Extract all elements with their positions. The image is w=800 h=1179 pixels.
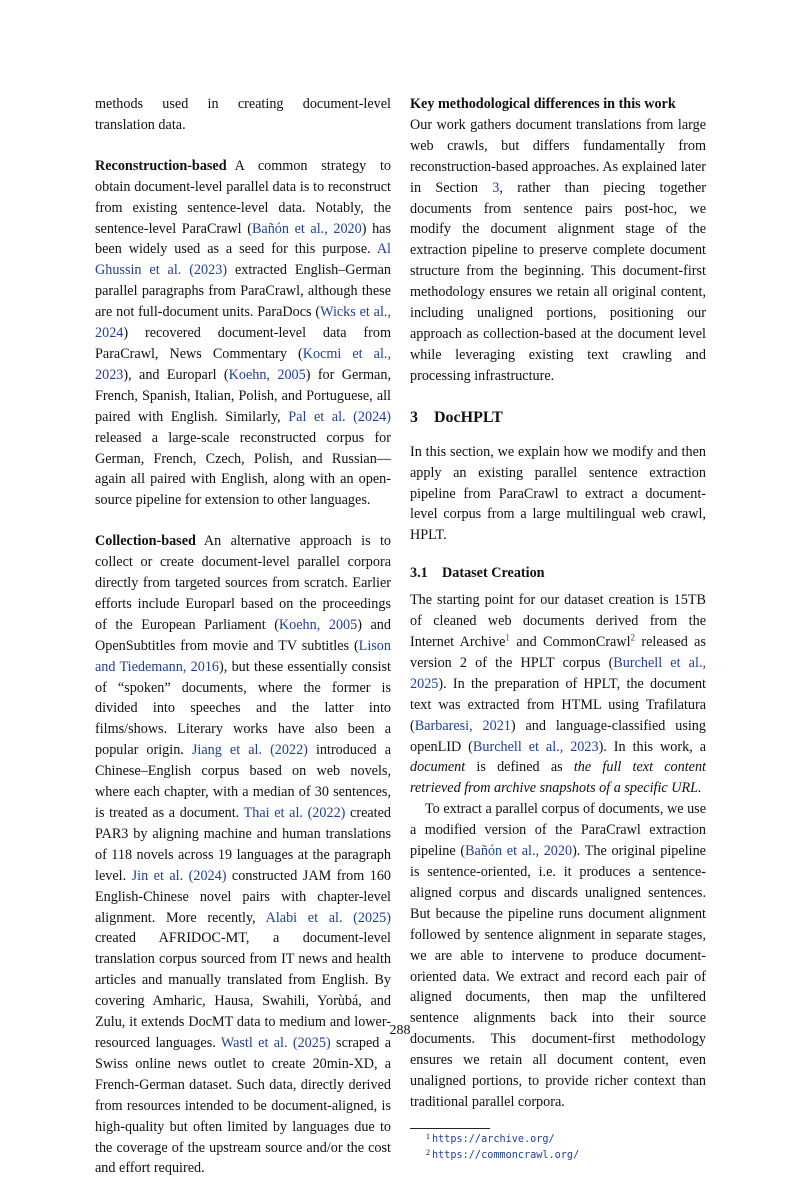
section-heading (410, 407, 706, 429)
runin-heading-key-differences: Key methodological differences in this work (410, 96, 676, 112)
runin-heading-reconstruction: Reconstruction-based (95, 157, 227, 174)
citation-link[interactable]: Wicks et al., 2024 (95, 304, 391, 342)
citation-link[interactable]: Thai et al. (2022) (243, 805, 346, 821)
footnote-divider (410, 1128, 490, 1129)
citation-link[interactable]: Koehn, 2005 (278, 616, 358, 633)
citation-link[interactable]: Bañón et al., 2020 (465, 843, 573, 860)
paragraph-section-intro: In this section, we explain how we modify and then apply an existing parallel sentence extraction pipeline from ParaCrawl to extract a document-level corpus from a large multilingual web crawl, HPLT. (410, 443, 706, 544)
citation-link[interactable]: Jin et al. (2024) (131, 867, 227, 884)
citation-link[interactable]: Alabi et al. (2025) (265, 909, 392, 926)
right-column (410, 94, 706, 1164)
left-column (95, 94, 391, 1179)
citation-link[interactable]: Pal et al. (2024) (288, 408, 391, 425)
paragraph-extraction-method: To extract a parallel corpus of documents, we use a modified version of the ParaCrawl extraction pipeline (Bañón et al., 2020). The original pipeline is sentence-oriented, i.e. it produces a sentence-aligned corpus and discards unaligned sentences. But because the pipeline runs document alignment followed by sentence alignment in separate stages, we are able to intervene to produce document-oriented data. We extract and record each pair of aligned documents, then map the unfiltered sentence alignments back into their source documents. This document-first methodology ensures we retain all document content, even unaligned portions, to provide richer context than traditional parallel corpora. (410, 801, 706, 1110)
paragraph-reconstruction-based: Reconstruction-based A common strategy to obtain document-level parallel data is to reconstruct from existing sentence-level data. Notably, the sentence-level ParaCrawl (Bañón et al., 2020) has been widely used as a seed for this purpose. Al Ghussin et al. (2023) extracted English–German parallel paragraphs from ParaCrawl, although these are not full-document units. ParaDocs (Wicks et al., 2024) recovered document-level data from ParaCrawl, News Commentary (Kocmi et al., 2023), and Europarl (Koehn, 2005) for German, French, Spanish, Italian, Polish, and Portuguese, all paired with English. Similarly, Pal et al. (2024) released a large-scale reconstructed corpus for German, French, Czech, Polish, and Russian—again all paired with English, along with an open-source pipeline for extension to other languages. (95, 157, 391, 509)
section-title: DocHPLT (434, 408, 503, 426)
runin-heading-collection: Collection-based (95, 533, 196, 550)
section-number: 3 (410, 408, 418, 426)
footnote-marker[interactable]: 2 (630, 632, 636, 643)
citation-link[interactable]: Jiang et al. (2022) (191, 742, 308, 759)
subsection-title: Dataset Creation (442, 565, 545, 582)
citation-link[interactable]: Barbaresi, 2021 (414, 717, 511, 734)
subsection-number: 3.1 (410, 565, 428, 582)
citation-link[interactable]: Burchell et al., 2025 (410, 654, 706, 692)
footnote-1: 1 https://archive.org/ (426, 1131, 555, 1145)
subsection-heading (410, 563, 706, 583)
citation-link[interactable]: Wastl et al. (2025) (220, 1034, 331, 1051)
page-number: 288 (389, 1023, 411, 1038)
footnote-url-link[interactable]: https://archive.org/ (432, 1133, 555, 1145)
citation-link[interactable]: Lison and Tiedemann, 2016 (95, 637, 391, 675)
paragraph-collection-based: Collection-based An alternative approach is to collect or create document-level parallel corpora directly from targeted sources from scratch. Earlier efforts include Europarl based on the proceedings of the European Parliament (Koehn, 2005) and OpenSubtitles from movie and TV subtitles (Lison and Tiedemann, 2016), but these essentially consist of “spoken” documents, where the former is divided into speeches and the latter into films/shows. Literary works have also been a popular origin. Jiang et al. (2022) introduced a Chinese–English corpus based on web novels, where each chapter, with a median of 30 sentences, is treated as a document. Thai et al. (2022) created PAR3 by aligning machine and human translations of 118 novels across 19 languages at the paragraph level. Jin et al. (2024) constructed JAM from 160 English-Chinese novel pairs with chapter-level alignment. More recently, Alabi et al. (2025) created AFRIDOC-MT, a document-level translation corpus sourced from IT news and health articles and manually translated from English. By covering Amharic, Hausa, Swahili, Yorùbá, and Zulu, it extends DocMT data to medium and lower-resourced languages. Wastl et al. (2025) scraped a Swiss online news outlet to create 20min-XD, a French-German dataset. Such data, directly derived from resources intended to be document-aligned, is high-quality but often limited by languages due to the coverage of the upstream source and/or the cost and effort required. (95, 533, 392, 1177)
paragraph-continuation: methods used in creating document-level translation data. (95, 96, 391, 133)
paragraph-key-differences: Key methodological differences in this work Our work gathers document translations from large web crawls, but differs fundamentally from reconstruction-based approaches. As explained later in Section 3, rather than piecing together documents from sentence pairs post-hoc, we modify the document alignment stage of the extraction pipeline to preserve complete document structure from the beginning. This document-first methodology ensures we retain all original content, including unaligned portions, positioning our approach as collection-based at the document level while leveraging existing text crawling and processing infrastructure. (410, 96, 706, 384)
citation-link[interactable]: Bañón et al., 2020 (251, 220, 362, 237)
footnote-2: 2 https://commoncrawl.org/ (426, 1147, 580, 1161)
paragraph-dataset-source: The starting point for our dataset creation is 15TB of cleaned web documents derived from the Internet Archive$^1$ and CommonCrawl$^2$ released as version 2 of the HPLT corpus (Burchell et al., 2025). In the preparation of HPLT, the document text was extracted from HTML using Trafilatura (Barbaresi, 2021) and language-classified using openLID (Burchell et al., 2023). In this work, a document is defined as the full text content retrieved from archive snapshots of a specific URL. (410, 592, 706, 797)
citation-link[interactable]: Al Ghussin et al. (2023) (95, 241, 391, 279)
footnote-url-link[interactable]: https://commoncrawl.org/ (432, 1149, 580, 1161)
footnote-marker[interactable]: 1 (505, 632, 510, 643)
citation-link[interactable]: Koehn, 2005 (228, 366, 306, 383)
citation-link[interactable]: Burchell et al., 2023 (472, 738, 599, 755)
section-ref-link[interactable]: 3 (492, 179, 500, 196)
citation-link[interactable]: Kocmi et al., 2023 (95, 345, 391, 383)
